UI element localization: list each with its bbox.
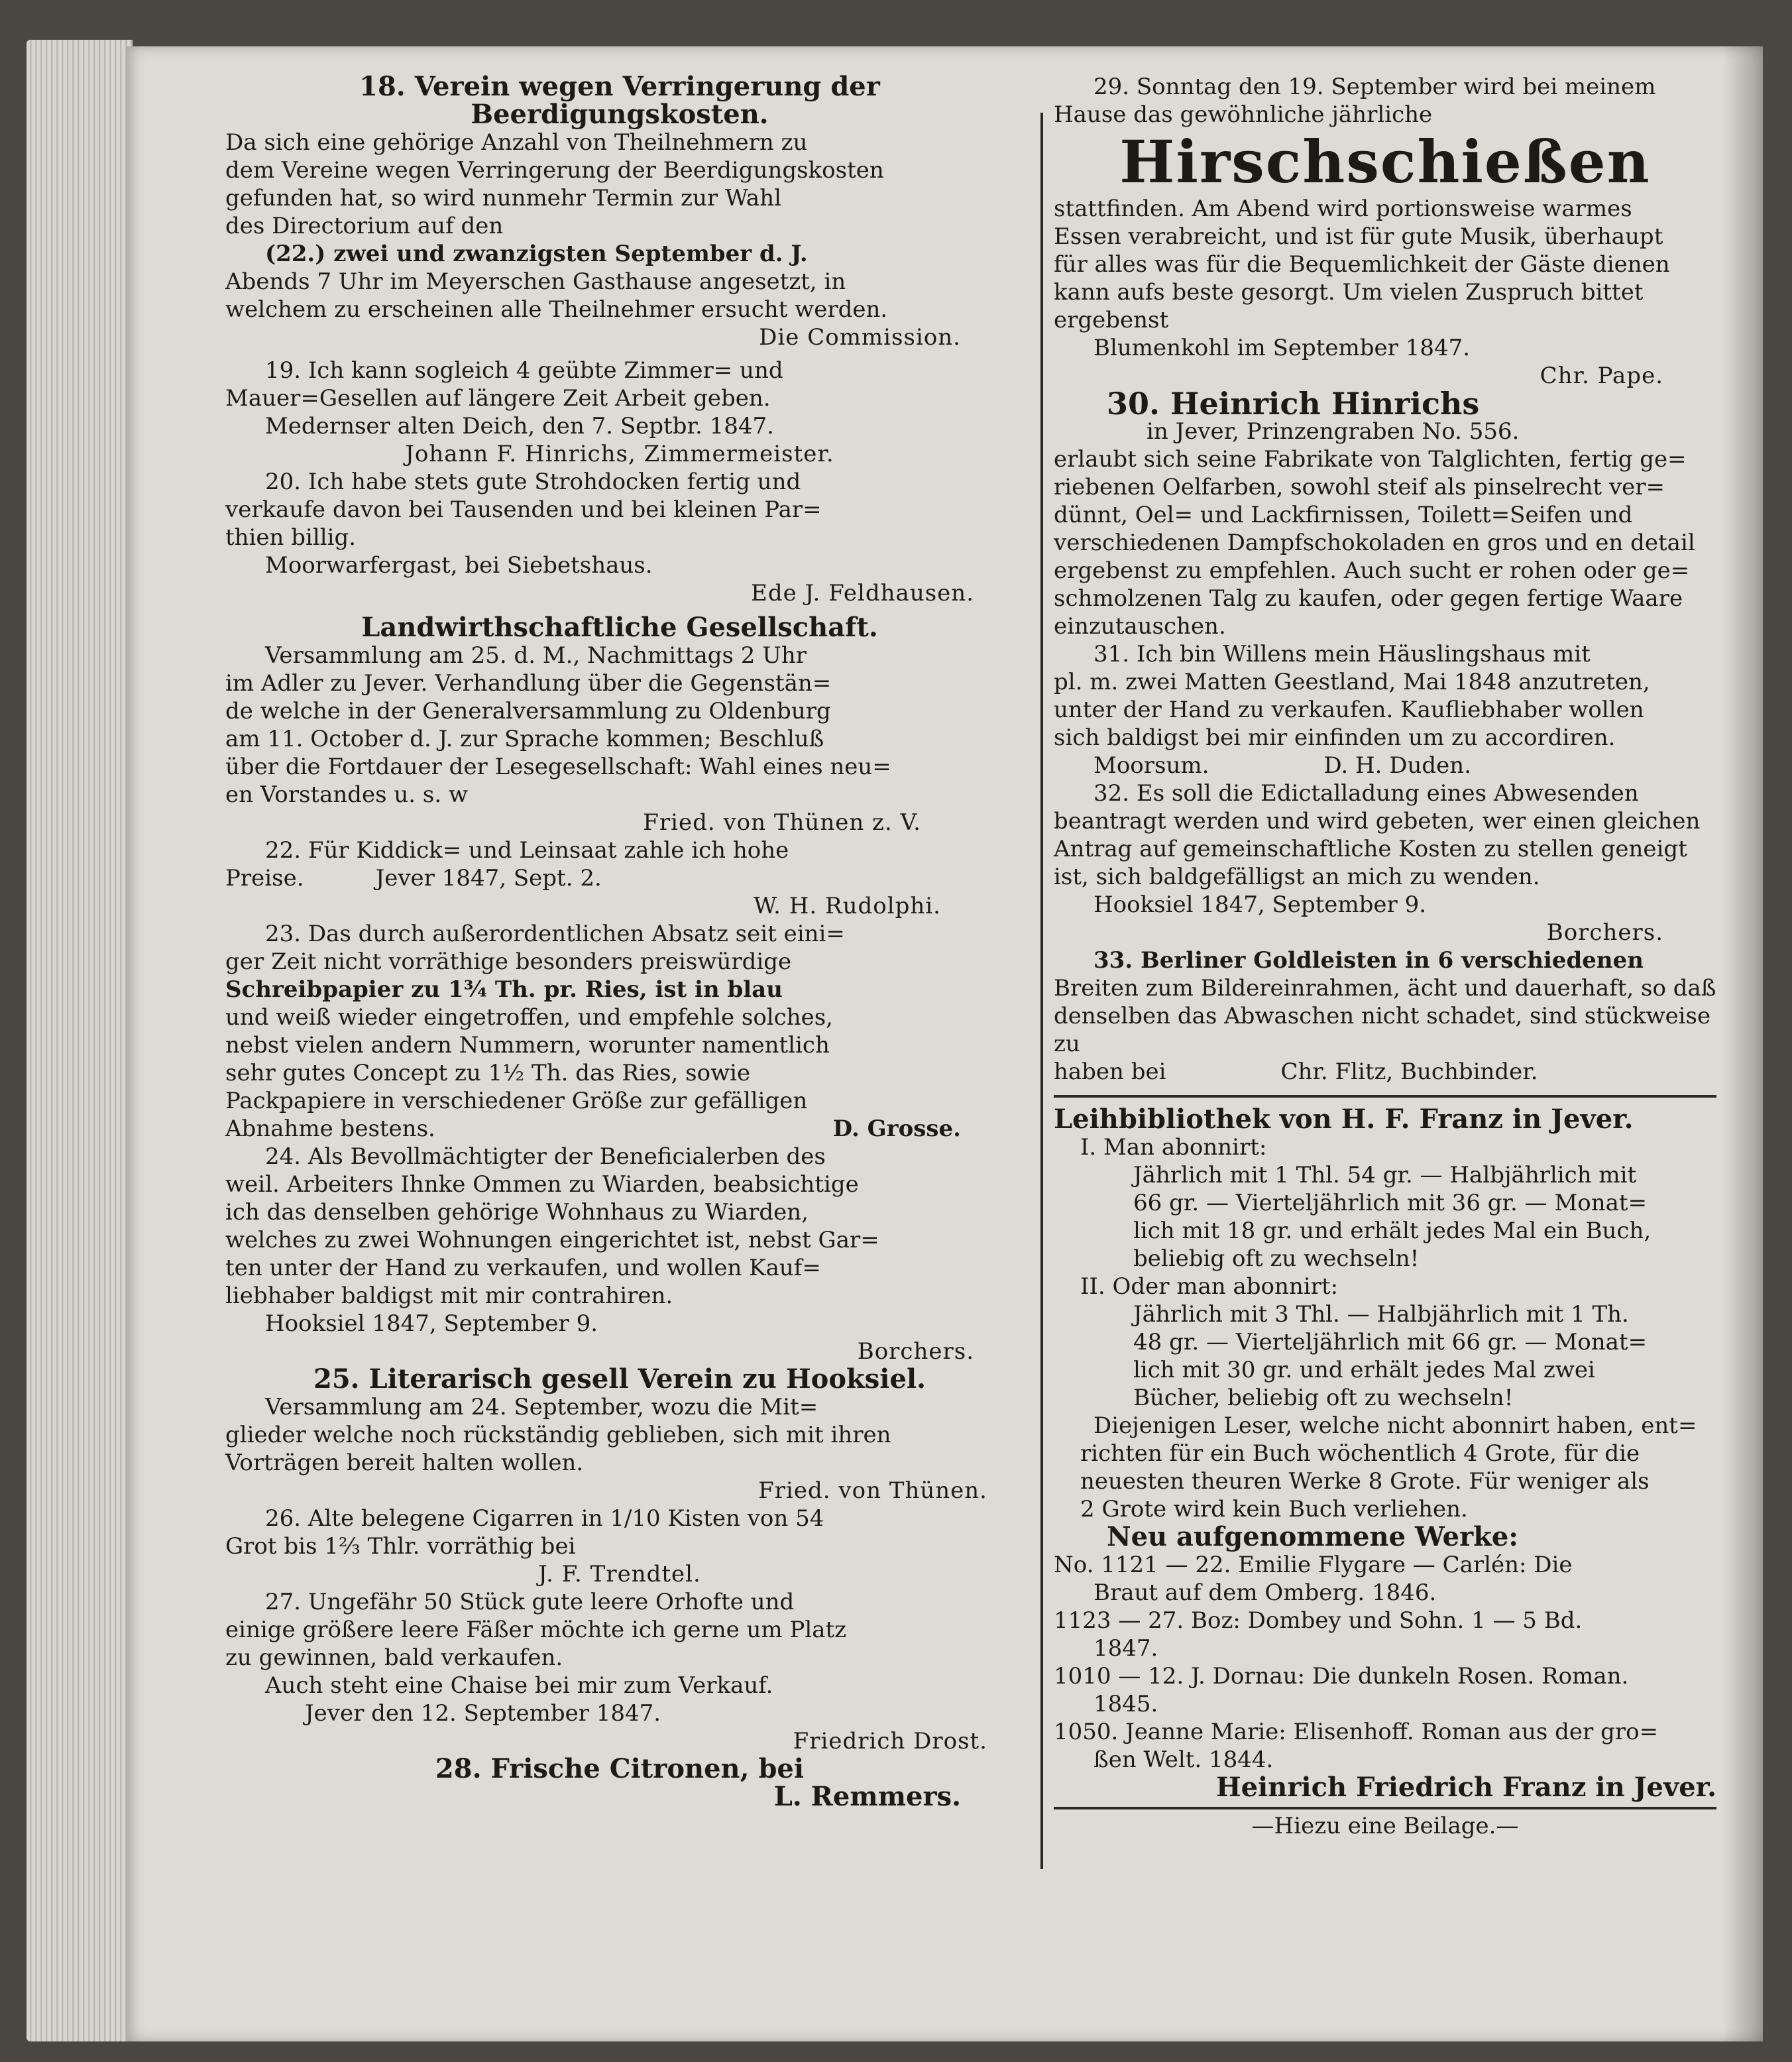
text-line: riebenen Oelfarben, sowohl steif als pinselrecht ver= — [1054, 474, 1665, 500]
notice-32-signature: Borchers. — [1546, 919, 1663, 946]
text-line: Auch steht eine Chaise bei mir zum Verkauf. — [265, 1672, 773, 1699]
text-line: ergebenst — [1054, 307, 1169, 333]
text-line: Mauer=Gesellen auf längere Zeit Arbeit geben. — [225, 385, 771, 412]
notice-18-signature: Die Commission. — [759, 324, 961, 351]
notice-27-signature: Friedrich Drost. — [793, 1728, 987, 1754]
notice-19 — [225, 357, 1014, 468]
notice-28-signature: L. Remmers. — [773, 1781, 961, 1812]
notice-30 — [1054, 418, 1716, 640]
text-line: de welche in der Generalversammlung zu Oldenburg — [225, 698, 831, 724]
notice-18-title-1: 18. Verein wegen Verringerung der — [359, 71, 880, 102]
text-line: über die Fortdauer der Lesegesellschaft: Wahl eines neu= — [225, 754, 891, 780]
library-option-2-label: II. Oder man abonnirt: — [1080, 1273, 1339, 1300]
notice-23-signature: D. Grosse. — [832, 1116, 961, 1142]
text-line: denselben das Abwaschen nicht schadet, sind stückweise zu — [1054, 1003, 1711, 1057]
text-line: beliebig oft zu wechseln! — [1133, 1245, 1420, 1272]
text-line: 24. Als Bevollmächtigter der Beneficialerben des — [265, 1143, 826, 1170]
text-line: Moorsum. D. H. Duden. — [1093, 752, 1471, 779]
text-line: 48 gr. — Vierteljährlich mit 66 gr. — Monat= — [1133, 1329, 1648, 1355]
notice-33 — [1054, 946, 1716, 1086]
text-line: nebst vielen andern Nummern, worunter namentlich — [225, 1032, 830, 1059]
text-line: Vorträgen bereit halten wollen. — [225, 1450, 584, 1476]
text-line: unter der Hand zu verkaufen. Kaufliebhaber wollen — [1054, 697, 1644, 723]
text-line: schmolzenen Talg zu kaufen, oder gegen fertige Waare — [1054, 585, 1683, 612]
text-line: sehr gutes Concept zu 1½ Th. das Ries, sowie — [225, 1060, 751, 1086]
section-rule — [1054, 1095, 1716, 1098]
text-line: Jährlich mit 1 Thl. 54 gr. — Halbjährlich mit — [1133, 1162, 1637, 1188]
section-rule — [1054, 1807, 1716, 1809]
text-line: richten für ein Buch wöchentlich 4 Grote, für die — [1080, 1440, 1640, 1467]
notice-21 — [225, 642, 1014, 836]
list-item: Braut auf dem Omberg. 1846. — [1093, 1579, 1437, 1606]
text-line: Packpapiere in verschiedener Größe zur gefälligen — [225, 1088, 808, 1114]
notice-24 — [225, 1143, 1014, 1365]
notice-25 — [225, 1393, 1014, 1505]
text-line: stattfinden. Am Abend wird portionsweise warmes — [1054, 196, 1632, 222]
text-line: weil. Arbeiters Ihnke Ommen zu Wiarden, beabsichtige — [225, 1171, 859, 1198]
list-item: 1845. — [1093, 1691, 1158, 1717]
list-item: 1050. Jeanne Marie: Elisenhoff. Roman aus der gro= — [1054, 1719, 1659, 1745]
text-line: verschiedenen Dampfschokoladen en gros und en detail — [1054, 530, 1695, 556]
text-line: welchem zu erscheinen alle Theilnehmer ersucht werden. — [225, 296, 888, 323]
text-line: ten unter der Hand zu verkaufen, und wollen Kauf= — [225, 1255, 821, 1281]
notice-23-footer — [225, 1115, 1014, 1143]
notice-30-title: 30. Heinrich Hinrichs — [1107, 386, 1480, 422]
text-line: erlaubt sich seine Fabrikate von Talglichten, fertig ge= — [1054, 446, 1687, 473]
text-line: und weiß wieder eingetroffen, und empfehle solches, — [225, 1004, 833, 1031]
library-option-1-label: I. Man abonnirt: — [1080, 1134, 1267, 1161]
text-line: Bücher, beliebig oft zu wechseln! — [1133, 1385, 1514, 1411]
text-line: Essen verabreicht, und ist für gute Musik, überhaupt — [1054, 223, 1663, 250]
text-line: neuesten theuren Werke 8 Grote. Für weniger als — [1080, 1468, 1650, 1495]
text-line: am 11. October d. J. zur Sprache kommen; Beschluß — [225, 726, 824, 752]
text-line: glieder welche noch rückständig geblieben, sich mit ihren — [225, 1422, 891, 1448]
text-line: Versammlung am 24. September, wozu die Mit= — [265, 1394, 818, 1420]
notice-29-signature: Chr. Pape. — [1540, 363, 1663, 389]
book-page-edges — [27, 40, 133, 2041]
text-line: lich mit 30 gr. und erhält jedes Mal zwei — [1133, 1357, 1595, 1383]
notice-26-signature: J. F. Trendtel. — [538, 1561, 701, 1587]
text-line: dem Vereine wegen Verringerung der Beerdigungskosten — [225, 157, 884, 184]
text-line: Grot bis 1⅔ Thlr. vorräthig bei — [225, 1533, 576, 1560]
library-title: Leihbibliothek von H. F. Franz in Jever. — [1054, 1104, 1634, 1135]
list-item: No. 1121 — 22. Emilie Flygare — Carlén: Die — [1054, 1552, 1573, 1578]
text-line: zu gewinnen, bald verkaufen. — [225, 1644, 563, 1671]
notice-27 — [225, 1588, 1014, 1755]
text-line: lich mit 18 gr. und erhält jedes Mal ein Buch, — [1133, 1218, 1652, 1244]
text-line: Medernser alten Deich, den 7. Septbr. 1847. — [265, 413, 774, 439]
text-line: sich baldigst bei mir einfinden um zu accordiren. — [1054, 724, 1616, 751]
text-line: Versammlung am 25. d. M., Nachmittags 2 Uhr — [265, 642, 807, 669]
text-line: Preise. Jever 1847, Sept. 2. — [225, 865, 602, 891]
text-line: 23. Das durch außerordentlichen Absatz seit eini= — [265, 921, 845, 947]
text-line: 19. Ich kann sogleich 4 geübte Zimmer= und — [265, 357, 783, 384]
text-line: thien billig. — [225, 524, 357, 551]
notice-23 — [225, 920, 1014, 1143]
text-line: en Vorstandes u. s. w — [225, 781, 469, 808]
text-line: ger Zeit nicht vorräthige besonders preiswürdige — [225, 948, 792, 975]
text-line: Diejenigen Leser, welche nicht abonnirt haben, ent= — [1093, 1412, 1697, 1439]
notice-20 — [225, 468, 1014, 607]
notice-21-title: Landwirthschaftliche Gesellschaft. — [361, 612, 878, 643]
text-line: (22.) zwei und zwanzigsten September d. J. — [265, 241, 808, 267]
text-line: 32. Es soll die Edictalladung eines Abwesenden — [1093, 780, 1639, 807]
text-line: 31. Ich bin Willens mein Häuslingshaus mit — [1093, 641, 1591, 667]
list-item: ßen Welt. 1844. — [1093, 1747, 1274, 1773]
text-line: dünnt, Oel= und Lackfirnissen, Toilett=Seifen und — [1054, 502, 1633, 528]
list-item: 1847. — [1093, 1635, 1158, 1662]
text-line: 20. Ich habe stets gute Strohdocken fertig und — [265, 469, 801, 495]
text-line: ich das denselben gehörige Wohnhaus zu Wiarden, — [225, 1199, 809, 1226]
text-line: Abnahme bestens. — [225, 1116, 435, 1142]
notice-32 — [1054, 779, 1716, 946]
text-line: 26. Alte belegene Cigarren in 1/10 Kisten von 54 — [265, 1505, 824, 1532]
text-line: des Directorium auf den — [225, 213, 504, 239]
text-line: 66 gr. — Vierteljährlich mit 36 gr. — Monat= — [1133, 1190, 1648, 1216]
notice-21-signature: Fried. von Thünen z. V. — [643, 809, 921, 836]
supplement-note: —Hiezu eine Beilage.— — [1251, 1813, 1519, 1839]
notice-25-title: 25. Literarisch gesell Verein zu Hooksiel. — [313, 1363, 926, 1395]
notice-24-signature: Borchers. — [857, 1338, 974, 1365]
text-line: einzutauschen. — [1054, 613, 1226, 640]
text-line: kann aufs beste gesorgt. Um vielen Zuspruch bittet — [1054, 279, 1644, 306]
list-item: 1010 — 12. J. Dornau: Die dunkeln Rosen. Roman. — [1054, 1663, 1629, 1690]
text-line: 27. Ungefähr 50 Stück gute leere Orhofte und — [265, 1589, 795, 1615]
notice-20-signature: Ede J. Feldhausen. — [751, 580, 974, 606]
text-line: Schreibpapier zu 1¾ Th. pr. Ries, ist in blau — [225, 976, 783, 1003]
text-line: ergebenst zu empfehlen. Auch sucht er rohen oder ge= — [1054, 557, 1690, 584]
text-line: Abends 7 Uhr im Meyerschen Gasthause angesetzt, in — [225, 268, 846, 295]
list-item: 1123 — 27. Boz: Dombey und Sohn. 1 — 5 Bd. — [1054, 1607, 1583, 1634]
text-line: im Adler zu Jever. Verhandlung über die Gegenstän= — [225, 670, 832, 697]
notice-31 — [1054, 640, 1716, 779]
notice-22 — [225, 836, 1014, 920]
text-line: Moorwarfergast, bei Siebetshaus. — [265, 552, 653, 579]
text-line: Hooksiel 1847, September 9. — [265, 1310, 598, 1337]
text-line: Breiten zum Bildereinrahmen, ächt und dauerhaft, so daß — [1054, 975, 1716, 1002]
library-signature: Heinrich Friedrich Franz in Jever. — [1215, 1772, 1716, 1803]
text-line: beantragt werden und wird gebeten, wer einen gleichen — [1054, 808, 1701, 834]
text-line: Hooksiel 1847, September 9. — [1093, 891, 1427, 918]
text-line: pl. m. zwei Matten Geestland, Mai 1848 anzutreten, — [1054, 669, 1650, 695]
notice-22-signature: W. H. Rudolphi. — [754, 893, 941, 919]
text-line: einige größere leere Fäßer möchte ich gerne um Platz — [225, 1617, 847, 1643]
library-new-works-title: Neu aufgenommene Werke: — [1107, 1521, 1519, 1552]
text-line: ist, sich baldgefälligst an mich zu wenden. — [1054, 864, 1540, 890]
notice-29 — [1054, 73, 1716, 390]
text-line: Hause das gewöhnliche jährliche — [1054, 101, 1433, 128]
text-line: verkaufe davon bei Tausenden und bei kleinen Par= — [225, 496, 822, 523]
text-line: Antrag auf gemeinschaftliche Kosten zu stellen geneigt — [1054, 836, 1687, 862]
column-divider — [1040, 113, 1043, 1869]
notice-26 — [225, 1505, 1014, 1588]
notice-18-body — [225, 129, 1014, 323]
notice-25-signature: Fried. von Thünen. — [758, 1477, 987, 1504]
text-line: 33. Berliner Goldleisten in 6 verschiedenen — [1093, 947, 1644, 974]
notice-28-title: 28. Frische Citronen, bei — [435, 1753, 805, 1784]
text-line: in Jever, Prinzengraben No. 556. — [1147, 418, 1520, 445]
notice-18-title-2: Beerdigungskosten. — [471, 99, 769, 130]
text-line: welches zu zwei Wohnungen eingerichtet ist, nebst Gar= — [225, 1227, 879, 1253]
text-line: gefunden hat, so wird nunmehr Termin zur Wahl — [225, 185, 781, 211]
text-line: 29. Sonntag den 19. September wird bei meinem — [1093, 74, 1656, 100]
text-line: Jever den 12. September 1847. — [305, 1700, 661, 1727]
text-line: liebhaber baldigst mit mir contrahiren. — [225, 1283, 673, 1309]
notice-19-signature: Johann F. Hinrichs, Zimmermeister. — [405, 441, 834, 467]
text-line: Blumenkohl im September 1847. — [1093, 335, 1471, 361]
text-line: Da sich eine gehörige Anzahl von Theilnehmern zu — [225, 129, 808, 156]
right-column — [1054, 73, 1716, 1840]
left-column — [225, 73, 1014, 1811]
text-line: Jährlich mit 3 Thl. — Halbjährlich mit 1 Th. — [1133, 1301, 1629, 1328]
page-shadow — [1723, 46, 1763, 2041]
library-ad — [1054, 1106, 1716, 1802]
text-line: 22. Für Kiddick= und Leinsaat zahle ich hohe — [265, 837, 789, 864]
notice-29-headline: Hirschschießen — [1119, 127, 1651, 196]
text-line: für alles was für die Bequemlichkeit der Gäste dienen — [1054, 251, 1670, 278]
text-line: haben bei Chr. Flitz, Buchbinder. — [1054, 1059, 1538, 1085]
text-line: 2 Grote wird kein Buch verliehen. — [1080, 1496, 1468, 1522]
